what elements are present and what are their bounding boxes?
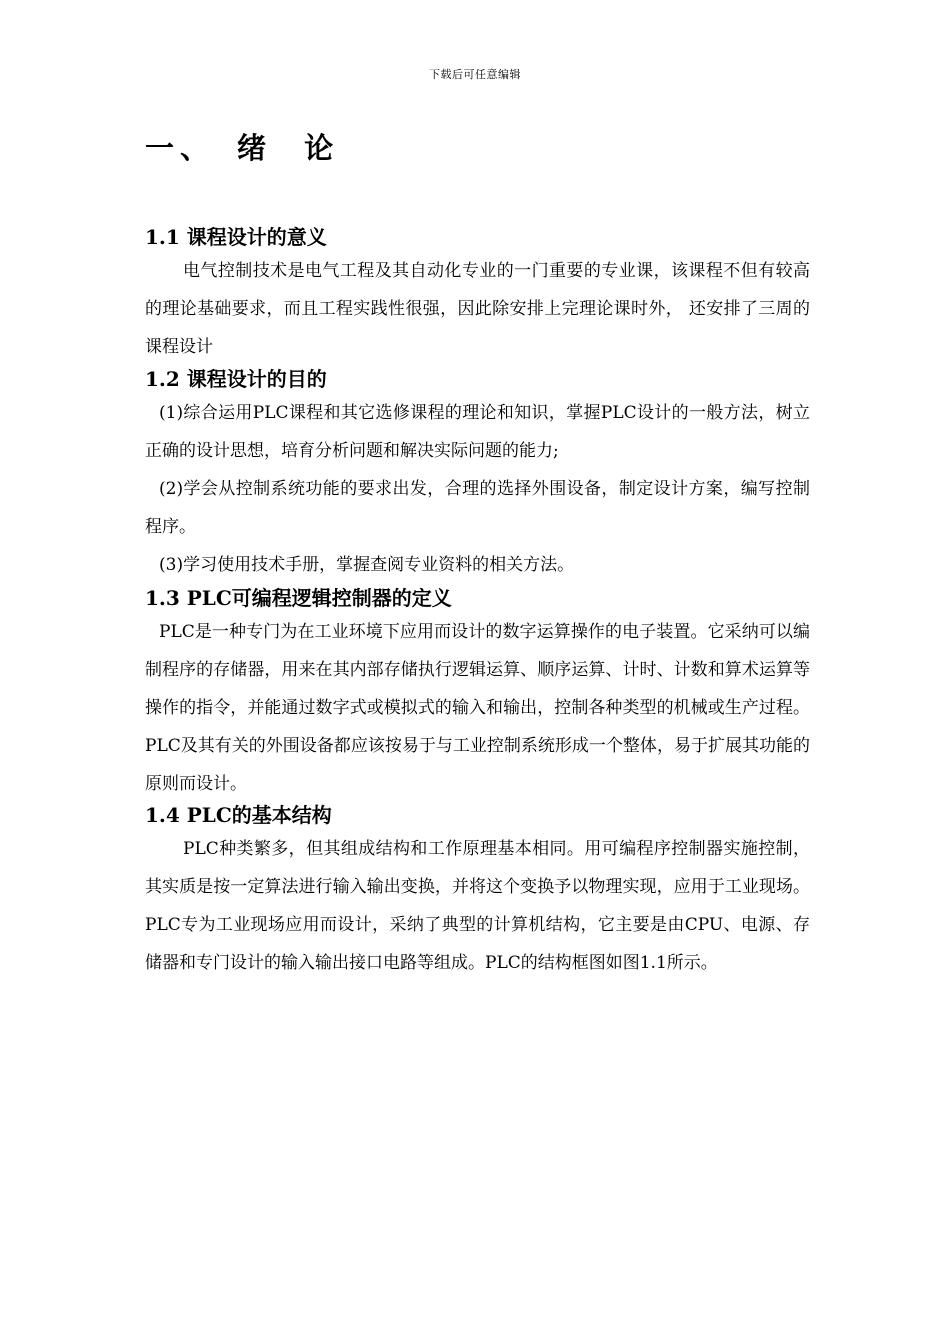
paragraph: PLC种类繁多，但其组成结构和工作原理基本相同。用可编程序控制器实施控制，其实质是按一定算法进行输入输出变换，并将这个变换予以物理实现，应用于工业现场。PLC专为工业现场应用而设计，采纳了典型的计算机结构，它主要是由CPU、电源、存储器和专门设计的输入输出接口电路等组成。PLC的结构框图如图1.1所示。 [145, 839, 810, 973]
section-1-1 [145, 222, 810, 366]
chapter-title-text: 绪 论 [237, 131, 348, 165]
section-heading: 1.4 PLC的基本结构 [145, 803, 332, 827]
paragraph: PLC是一种专门为在工业环境下应用而设计的数字运算操作的电子装置。它采纳可以编制程序的存储器，用来在其内部存储执行逻辑运算、顺序运算、计时、计数和算术运算等操作的指令，并能通过数字式或模拟式的输入和输出，控制各种类型的机械或生产过程。PLC及其有关的外围设备都应该按易于与工业控制系统形成一个整体，易于扩展其功能的原则而设计。 [145, 622, 810, 794]
chapter-title [145, 128, 347, 168]
paragraph: 电气控制技术是电气工程及其自动化专业的一门重要的专业课，该课程不但有较高的理论基础要求，而且工程实践性很强，因此除安排上完理论课时外， 还安排了三周的课程设计 [145, 261, 810, 357]
paragraph: (3)学习使用技术手册，掌握查阅专业资料的相关方法。 [159, 555, 575, 575]
section-1-2 [145, 364, 810, 584]
paragraph: (2)学会从控制系统功能的要求出发，合理的选择外围设备，制定设计方案，编写控制程序。 [145, 479, 810, 537]
section-heading: 1.3 PLC可编程逻辑控制器的定义 [145, 586, 452, 610]
section-1-4 [145, 800, 810, 982]
page-header-note: 下载后可任意编辑 [429, 68, 521, 81]
paragraph: (1)综合运用PLC课程和其它选修课程的理论和知识，掌握PLC设计的一般方法，树立正确的设计思想，培育分析问题和解决实际问题的能力; [145, 403, 810, 461]
section-1-3 [145, 583, 810, 803]
section-heading: 1.1 课程设计的意义 [145, 225, 327, 249]
section-heading: 1.2 课程设计的目的 [145, 367, 327, 391]
chapter-number: 一、 [145, 131, 216, 165]
